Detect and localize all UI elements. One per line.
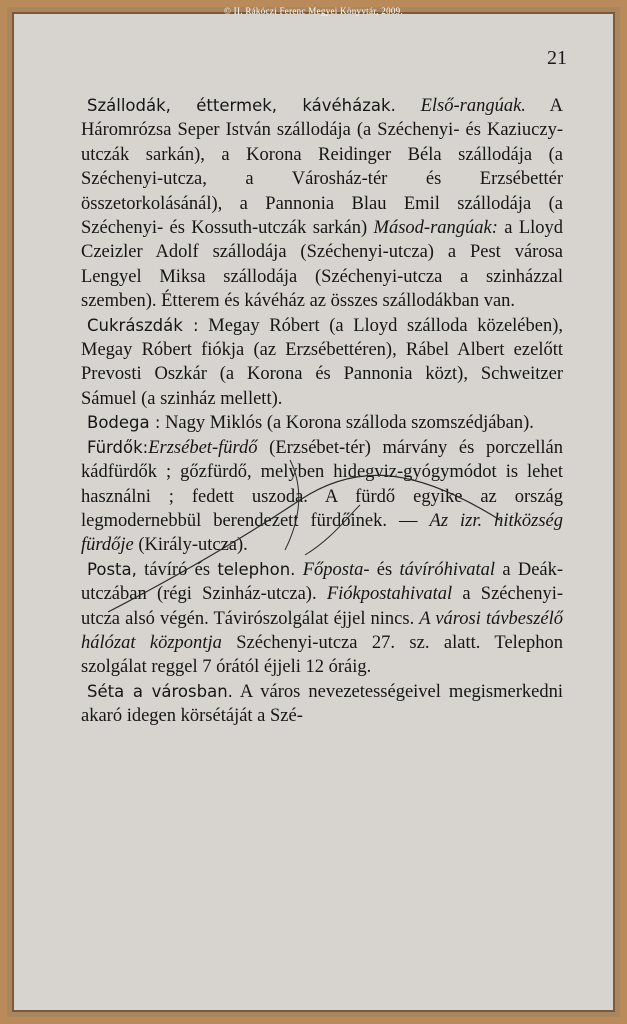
first-class-text: A Háromrózsa Seper István szállodája (a Széchenyi- és Kaziuczy-utczák sarkán), a Korona Reidinger Béla szállodája (a Széchenyi-utcza, a Városház-tér és Erzsébettér összetorkolásánál), a Pannonia Blau Emil szállodája (a Széchenyi- és Kossuth-utczák sarkán) <box>81 96 564 239</box>
copyright-notice: © II. Rákóczi Ferenc Megyei Könyvtár, 2009. <box>223 6 404 16</box>
paragraph-hotels <box>81 94 563 314</box>
main-post-label: Főposta- <box>302 559 370 580</box>
walk-text: A város nevezetességeivel megismerkedni akaró idegen körsétáját a Szé- <box>81 681 563 727</box>
heading-post-b: távíró <box>144 559 188 580</box>
confectioneries-text: Megay Róbert (a Lloyd szálloda közelében), Megay Róbert fiókja (az Erzsébettéren), Rábel Albert ezelőtt Prevosti Oszkár (a Korona és Pannonia közt), Schweitzer Sámuel (a szinház mellett). <box>81 315 563 409</box>
heading-post-c: és <box>194 559 211 580</box>
post-text-1: a Deák-utczában (régi Szinház-utcza). <box>81 559 564 605</box>
heading-post-a: Posta, <box>87 559 137 579</box>
second-class-label: Másod-rangúak: <box>373 218 498 239</box>
bodega-text: Nagy Miklós (a Korona szálloda szomszédjában). <box>165 413 534 434</box>
paragraph-confectioneries <box>81 314 563 412</box>
telephone-exchange-label: A városi távbeszélő hálózat központja <box>81 608 564 653</box>
post-text-3: Széchenyi-utcza 27. sz. alatt. Telephon szolgálat reggel 7 órától éjjeli 12 óráig. <box>81 632 564 678</box>
second-class-text: a Lloyd Czeizler Adolf szállodája (Széchenyi-utcza) a Pest városa Lengyel Miksa szállodája (Széchenyi-utcza a szinházzal szemben). Étterem és kávéház az összes szállodákban van. <box>81 218 564 312</box>
jewish-bath-text: (Király-utcza). <box>138 535 248 556</box>
heading-bodega: Bodega : <box>87 413 161 433</box>
baths-text: (Erzsébet-tér) márvány és porczellán kádfürdők ; gőzfürdő, melyben hidegviz-gyógymódot is lehet használni ; fedett uszoda. A fürdő egyike az ország legmodernebbül berendezett fürdőinek. — <box>81 437 563 531</box>
page-number: 21 <box>547 47 567 69</box>
heading-walk: Séta a városban. <box>87 681 233 701</box>
branch-post-label: Fiókpostahivatal <box>326 584 453 605</box>
paragraph-post <box>81 558 563 680</box>
erzsebet-bath-label: Erzsébet-fürdő <box>148 437 258 458</box>
heading-post-d: telephon. <box>217 559 296 579</box>
post-and: és <box>376 559 393 580</box>
heading-baths: Fürdők: <box>87 437 149 457</box>
body-text <box>81 94 563 729</box>
paragraph-walk <box>81 680 563 729</box>
heading-hotels: Szállodák, éttermek, kávéházak. <box>87 96 396 115</box>
paragraph-bodega <box>81 411 563 435</box>
jewish-bath-label: Az izr. hitközség fürdője <box>81 510 564 556</box>
telegraph-office-label: távíróhivatal <box>399 559 496 580</box>
heading-confectioneries: Cukrászdák : <box>87 315 199 335</box>
first-class-label: Első-rangúak. <box>420 96 526 116</box>
post-text-2: a Széchenyi-utcza alsó végén. Távirószolgálat éjjel nincs. <box>81 584 563 629</box>
paragraph-baths <box>81 436 563 558</box>
